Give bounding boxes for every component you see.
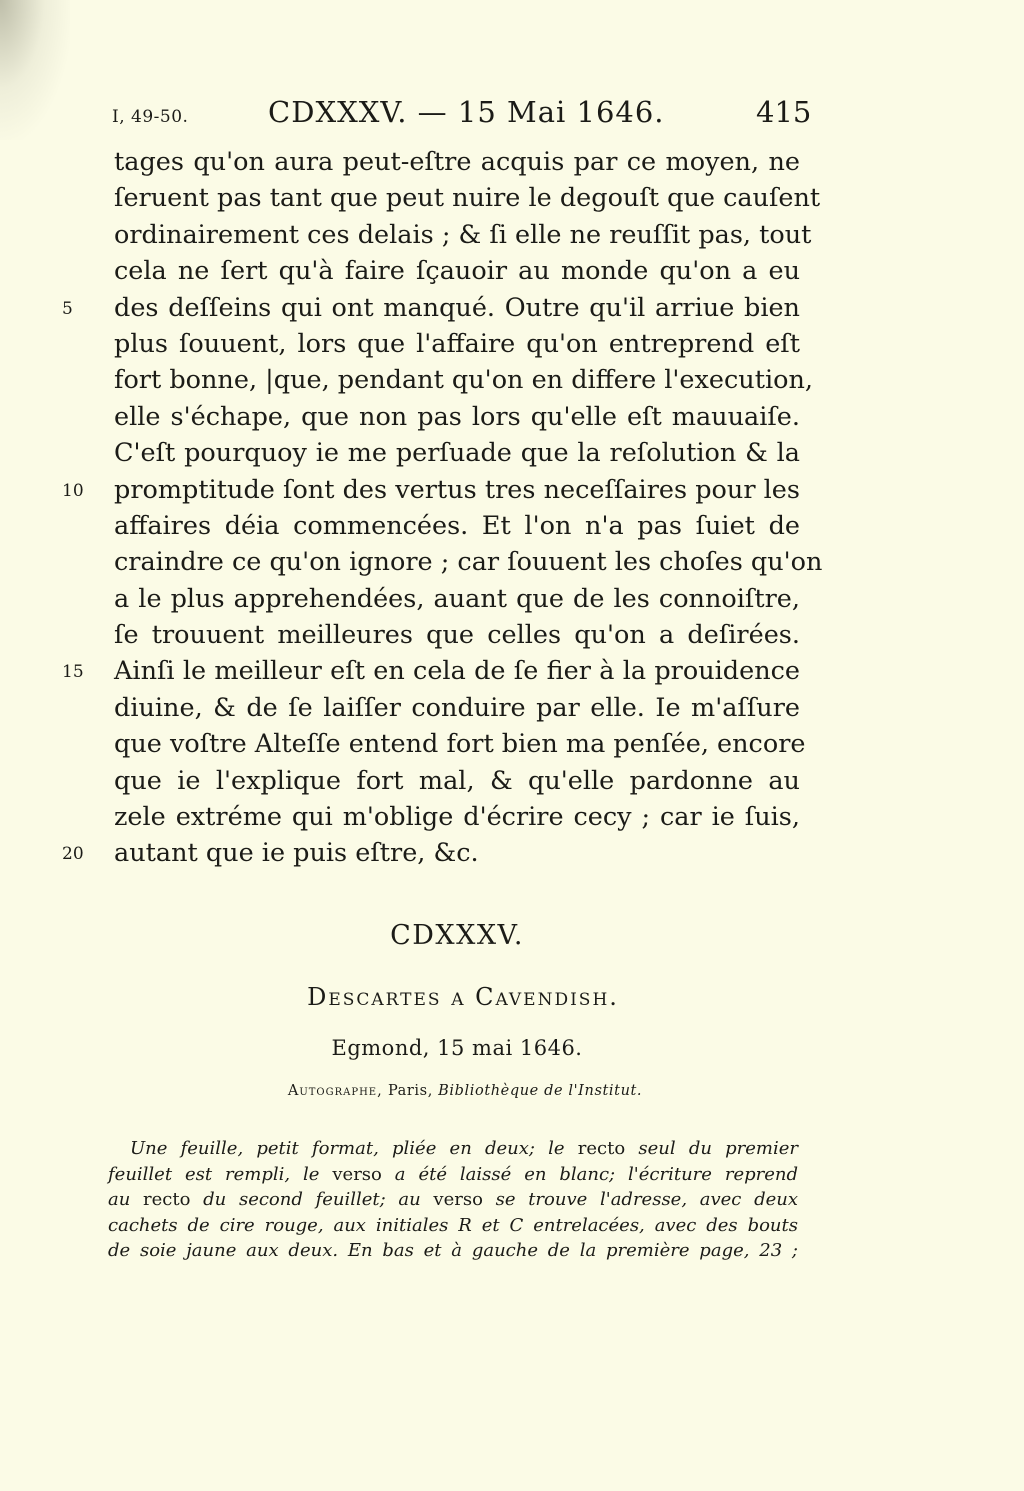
- description-line: [108, 1213, 798, 1239]
- text-line: [114, 763, 800, 799]
- text-line: [114, 399, 800, 435]
- text-line: [114, 144, 800, 180]
- line-number: 10: [62, 480, 84, 501]
- source-label: Autographe,: [287, 1083, 383, 1099]
- description-segment: se trouve l'adresse, avec deux: [482, 1189, 798, 1210]
- line-text: que voſtre Alteſſe entend fort bien ma penſée, encore: [114, 729, 806, 760]
- description-segment: verso: [332, 1163, 382, 1185]
- text-line: [114, 435, 800, 471]
- description-line: [108, 1187, 798, 1213]
- description-segment: cachets de cire rouge, aux initiales R et C entrelacées, avec des bouts: [108, 1214, 798, 1236]
- letter-body-text: [62, 144, 823, 872]
- line-text: ſeruent pas tant que peut nuire le degouſt que cauſent: [114, 183, 821, 214]
- text-line: [114, 362, 813, 398]
- line-text: elle s'échape, que non pas lors qu'elle eſt mauuaiſe.: [114, 401, 800, 432]
- manuscript-description: [108, 1136, 798, 1264]
- letter-title: Descartes a Cavendish.: [307, 983, 619, 1011]
- line-number: 15: [62, 662, 84, 683]
- line-text: ſe trouuent meilleures que celles qu'on a deſirées.: [114, 620, 800, 651]
- description-segment: du second feuillet; au: [190, 1189, 434, 1210]
- line-text: cela ne ſert qu'à faire ſçauoir au monde qu'on a eu: [114, 256, 800, 287]
- line-text: zele extréme qui m'oblige d'écrire cecy ; car ie ſuis,: [114, 802, 800, 833]
- text-line: [114, 217, 812, 253]
- text-line: [62, 472, 800, 508]
- description-segment: feuillet est rempli, le: [108, 1163, 333, 1185]
- description-line: [108, 1162, 798, 1188]
- description-segment: seul du premier: [625, 1138, 798, 1159]
- text-line: [114, 617, 800, 653]
- text-line: [114, 581, 800, 617]
- text-line: [114, 690, 800, 726]
- text-line: [114, 326, 800, 362]
- source-place: Paris,: [387, 1083, 433, 1099]
- text-line: [62, 653, 800, 689]
- line-text: diuine, & de ſe laiſſer conduire par elle. Ie m'aſſure: [114, 692, 800, 723]
- line-text: craindre ce qu'on ignore ; car ſouuent les choſes qu'on: [114, 547, 823, 578]
- line-text: ordinairement ces delais ; & ſi elle ne reuſſit pas, tout: [114, 219, 812, 250]
- letter-date: Egmond, 15 mai 1646.: [331, 1036, 583, 1060]
- description-line: [108, 1238, 798, 1264]
- text-line: [114, 799, 800, 835]
- text-line: [114, 180, 821, 216]
- line-text: des deſſeins qui ont manqué. Outre qu'il arriue bien: [114, 292, 800, 323]
- text-line: [114, 508, 800, 544]
- line-text: fort bonne, |que, pendant qu'on en differe l'execution,: [114, 365, 813, 396]
- source-library: Bibliothèque de l'Institut.: [438, 1083, 643, 1099]
- description-segment: recto: [577, 1138, 626, 1159]
- letter-source: [0, 1083, 922, 1099]
- line-text: autant que ie puis eſtre, &c.: [114, 838, 479, 869]
- line-text: Ainſi le meilleur eſt en cela de ſe fier à la prouidence: [114, 656, 800, 687]
- line-number: 20: [62, 844, 84, 865]
- description-segment: verso: [433, 1189, 483, 1210]
- text-line: [114, 544, 823, 580]
- running-head: [0, 95, 1024, 135]
- description-segment: au: [108, 1189, 144, 1210]
- volume-reference: I, 49-50.: [112, 107, 189, 127]
- description-line: [108, 1136, 798, 1162]
- description-segment: de soie jaune aux deux. En bas et à gauche de la première page, 23 ;: [108, 1240, 798, 1261]
- line-text: promptitude ſont des vertus tres neceſſaires pour les: [114, 474, 800, 505]
- description-segment: recto: [143, 1189, 191, 1210]
- description-segment: Une feuille, petit format, pliée en deux; le: [130, 1138, 578, 1159]
- line-text: a le plus apprehendées, auant que de les connoiſtre,: [114, 583, 800, 614]
- line-text: C'eſt pourquoy ie me perſuade que la reſolution & la: [114, 438, 800, 469]
- text-line: [114, 726, 806, 762]
- line-text: tages qu'on aura peut-eſtre acquis par ce moyen, ne: [114, 147, 800, 177]
- page-number: 415: [756, 95, 812, 129]
- line-text: plus ſouuent, lors que l'affaire qu'on entreprend eſt: [114, 328, 800, 359]
- text-line: [114, 253, 800, 289]
- text-line: [62, 290, 800, 326]
- text-line: [62, 835, 800, 871]
- line-number: 5: [62, 298, 73, 319]
- letter-number: CDXXXV.: [390, 920, 524, 951]
- description-segment: a été laissé en blanc; l'écriture reprend: [381, 1163, 798, 1185]
- line-text: que ie l'explique fort mal, & qu'elle pardonne au: [114, 765, 800, 796]
- line-text: affaires déia commencées. Et l'on n'a pas ſuiet de: [114, 510, 800, 541]
- running-title: CDXXXV. — 15 Mai 1646.: [268, 95, 665, 129]
